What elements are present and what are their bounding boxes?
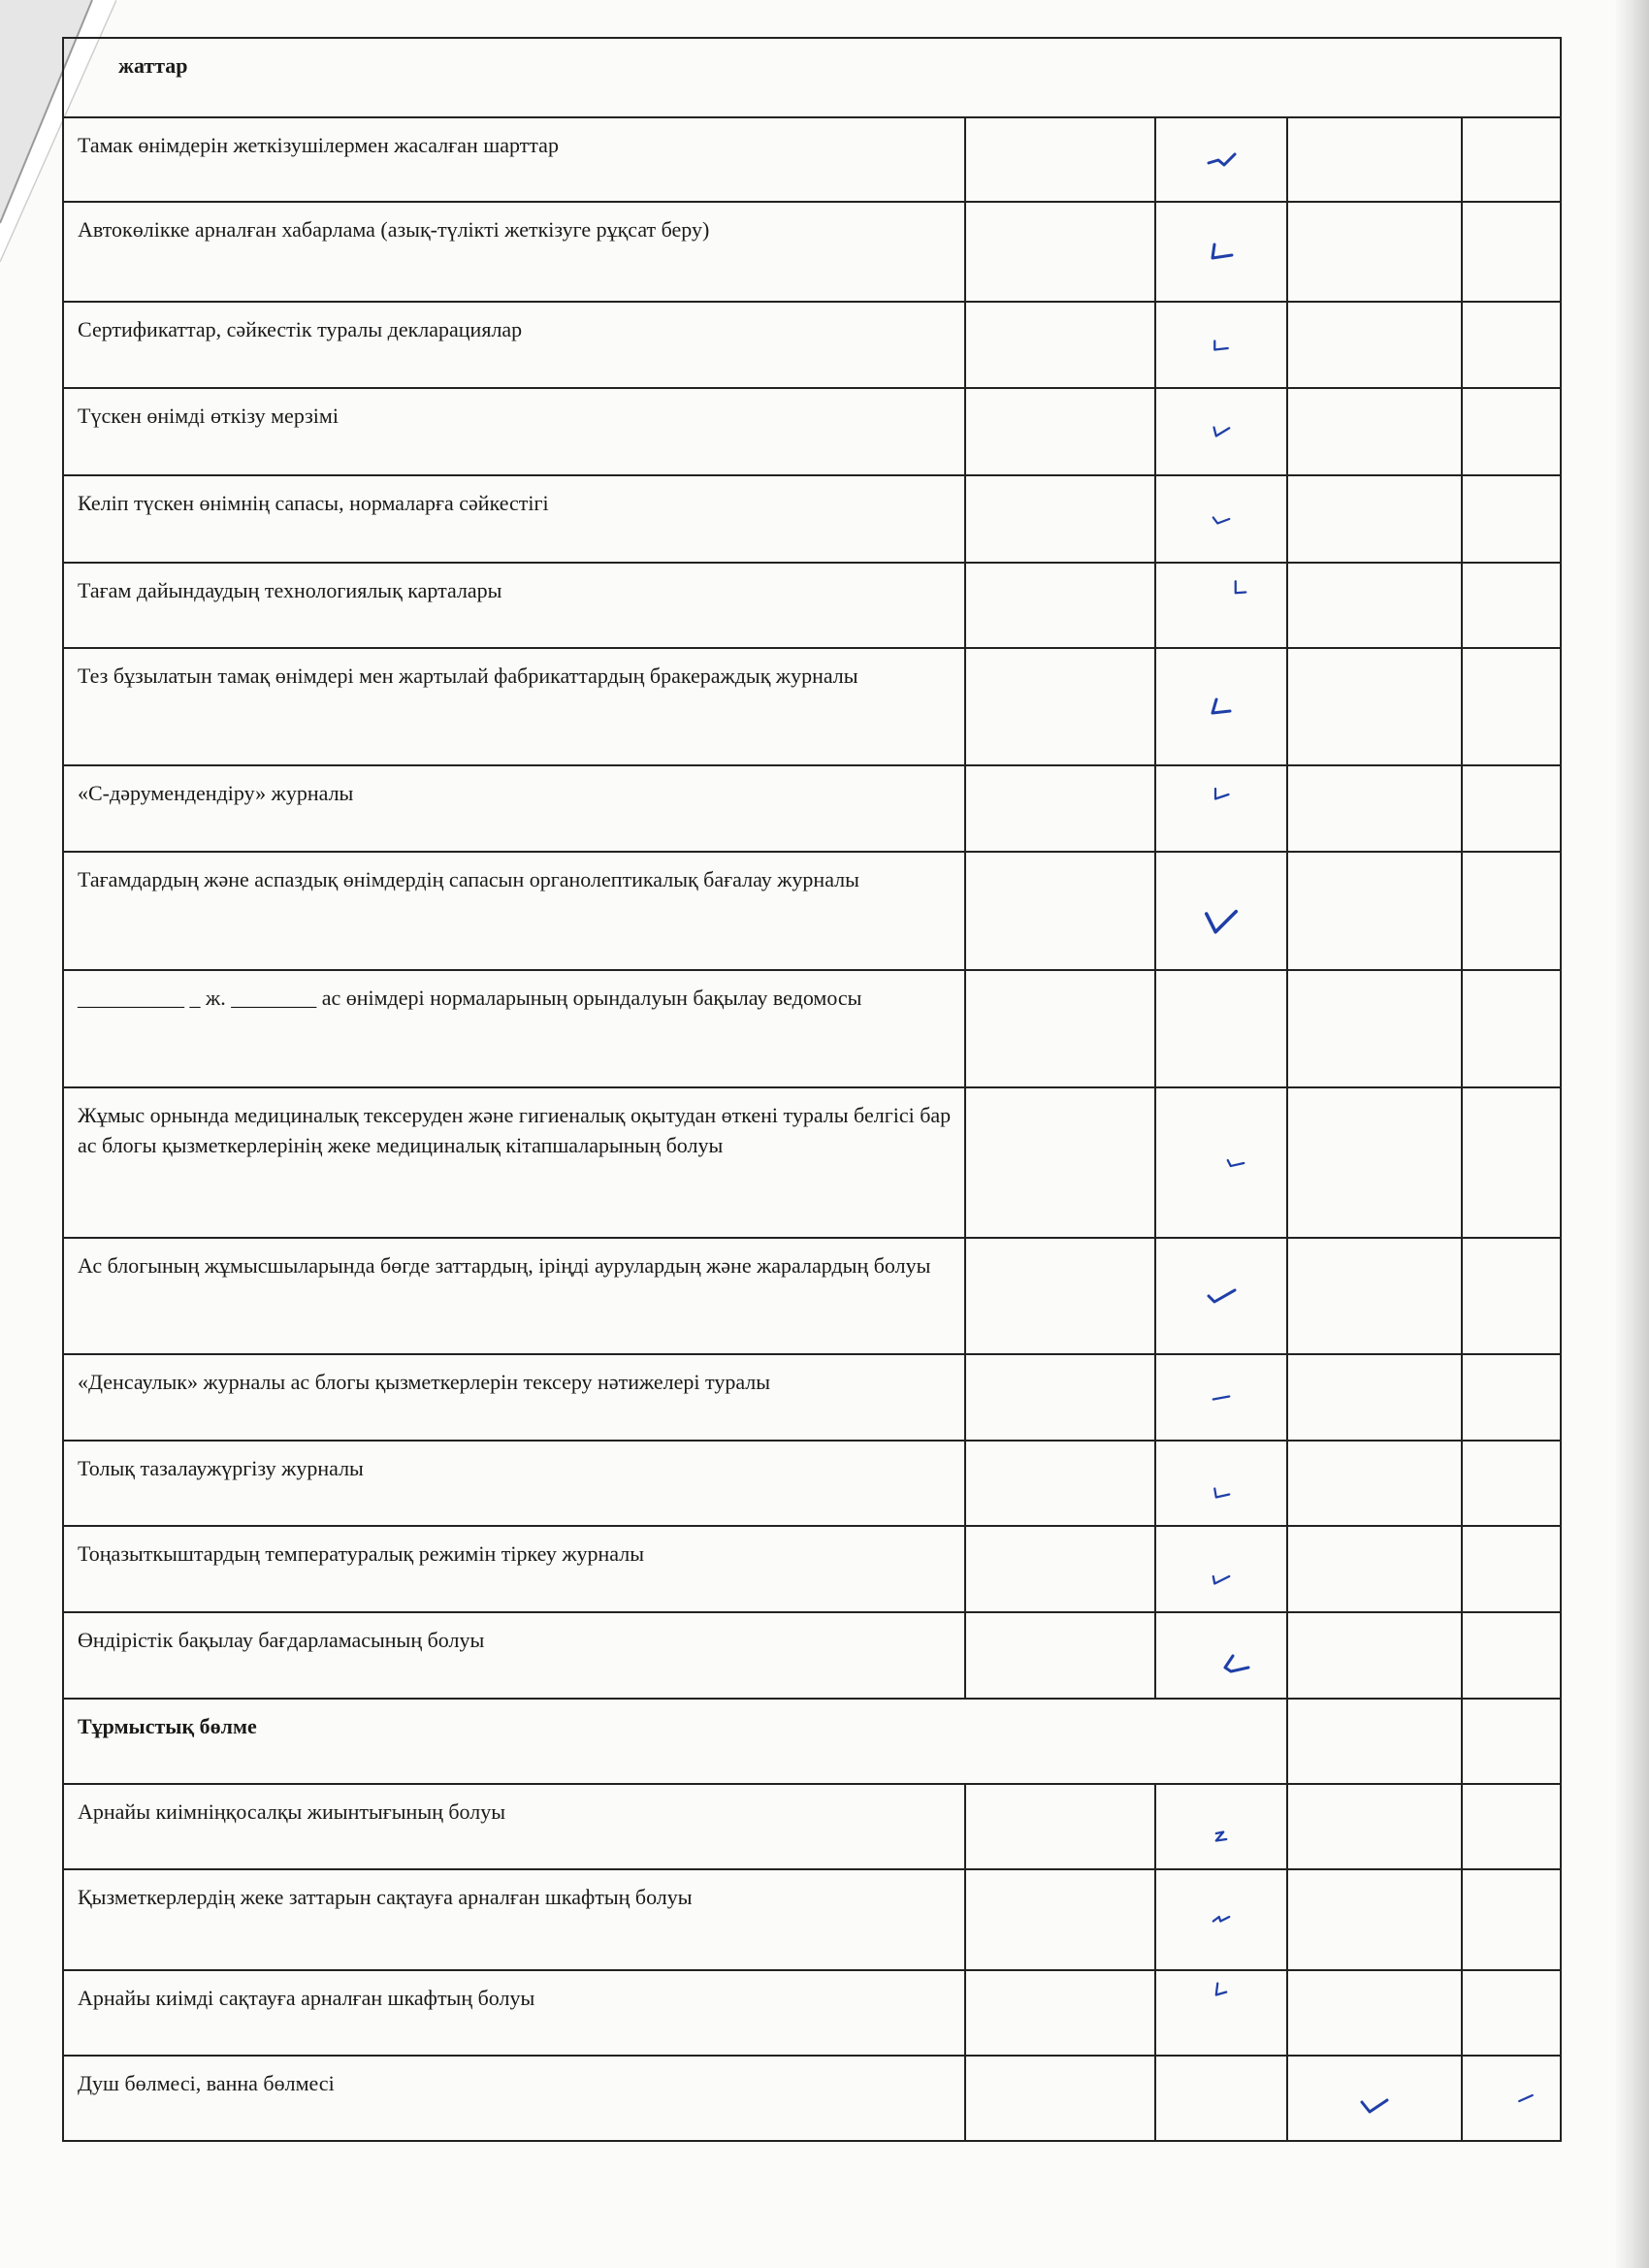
mark-cell [1155, 1869, 1287, 1970]
mark-cell [1287, 117, 1462, 202]
mark-cell [1155, 1354, 1287, 1441]
mark-cell [1287, 1699, 1462, 1784]
mark-cell [1155, 563, 1287, 648]
handwritten-check-icon [1156, 564, 1286, 647]
page-edge-shadow [1614, 0, 1649, 2268]
mark-cell [1287, 1784, 1462, 1869]
handwritten-check-icon [1156, 1239, 1286, 1353]
mark-cell [1155, 970, 1287, 1087]
row-text: Автокөлікке арналған хабарлама (азық-түлікті жеткізуге рұқсат беру) [63, 202, 965, 302]
section-title-documents: жаттар [63, 38, 1561, 117]
mark-cell [1462, 1087, 1561, 1238]
mark-cell [1462, 1526, 1561, 1612]
mark-cell [1287, 1238, 1462, 1354]
mark-cell [1155, 648, 1287, 765]
handwritten-check-icon [1156, 476, 1286, 562]
mark-cell [1287, 388, 1462, 475]
mark-cell [965, 648, 1155, 765]
mark-cell [1462, 1784, 1561, 1869]
mark-cell [1462, 765, 1561, 852]
mark-cell [1287, 1970, 1462, 2056]
handwritten-check-icon [1288, 2057, 1461, 2140]
mark-cell [1287, 475, 1462, 563]
mark-cell [965, 563, 1155, 648]
table-row [63, 1612, 1561, 1699]
mark-cell [1462, 302, 1561, 388]
mark-cell [1287, 765, 1462, 852]
handwritten-check-icon [1156, 1870, 1286, 1969]
table-row [63, 475, 1561, 563]
row-text: «Денсаулык» журналы ас блогы қызметкерлерін тексеру нәтижелері туралы [63, 1354, 965, 1441]
mark-cell [965, 388, 1155, 475]
checklist-table [62, 37, 1562, 2142]
row-text: Жұмыс орнында медициналық тексеруден және гигиеналық оқытудан өткені туралы белгісі бар ас блогы қызметкерлерінің жеке медициналық кітапшаларының болуы [63, 1087, 965, 1238]
mark-cell [1462, 202, 1561, 302]
mark-cell [1155, 1441, 1287, 1526]
mark-cell [1155, 1612, 1287, 1699]
handwritten-check-icon [1156, 1442, 1286, 1525]
row-text: Тамак өнімдерін жеткізушілермен жасалған шарттар [63, 117, 965, 202]
mark-cell [965, 475, 1155, 563]
mark-cell [1287, 648, 1462, 765]
mark-cell [1462, 563, 1561, 648]
row-text: Түскен өнімді өткізу мерзімі [63, 388, 965, 475]
mark-cell [1462, 970, 1561, 1087]
row-text: __________ _ ж. ________ ас өнімдері нормаларының орындалуын бақылау ведомосы [63, 970, 965, 1087]
mark-cell [965, 1441, 1155, 1526]
mark-cell [1462, 388, 1561, 475]
mark-cell [1462, 852, 1561, 970]
section-header-row [63, 1699, 1561, 1784]
mark-cell [965, 765, 1155, 852]
table-row [63, 563, 1561, 648]
table-row [63, 1441, 1561, 1526]
mark-cell [1287, 563, 1462, 648]
mark-cell [1287, 1441, 1462, 1526]
mark-cell [1287, 1869, 1462, 1970]
row-text: Өндірістік бақылау бағдарламасының болуы [63, 1612, 965, 1699]
mark-cell [1155, 1970, 1287, 2056]
handwritten-check-icon [1156, 203, 1286, 301]
row-text: Тағам дайындаудың технологиялық карталары [63, 563, 965, 648]
handwritten-check-icon [1156, 1088, 1286, 1237]
mark-cell [1462, 475, 1561, 563]
handwritten-check-icon [1156, 649, 1286, 764]
handwritten-check-icon [1463, 2057, 1560, 2140]
handwritten-check-icon [1156, 303, 1286, 387]
mark-cell [1155, 1526, 1287, 1612]
table-row [63, 1869, 1561, 1970]
row-text: Қызметкерлердің жеке заттарын сақтауға арналған шкафтың болуы [63, 1869, 965, 1970]
mark-cell [965, 1354, 1155, 1441]
row-text: Арнайы киімніңқосалқы жиынтығының болуы [63, 1784, 965, 1869]
mark-cell [1155, 388, 1287, 475]
table-row [63, 302, 1561, 388]
mark-cell [965, 1612, 1155, 1699]
mark-cell [965, 117, 1155, 202]
handwritten-check-icon [1156, 1971, 1286, 2055]
mark-cell [1287, 852, 1462, 970]
mark-cell [1462, 1441, 1561, 1526]
mark-cell [1155, 852, 1287, 970]
row-text: Толық тазалаужүргізу журналы [63, 1441, 965, 1526]
table-row [63, 1970, 1561, 2056]
handwritten-check-icon [1156, 853, 1286, 969]
row-text: Келіп түскен өнімнің сапасы, нормаларға сәйкестігі [63, 475, 965, 563]
table-row [63, 388, 1561, 475]
row-text: Ас блогының жұмысшыларында бөгде заттардың, іріңді аурулардың және жаралардың болуы [63, 1238, 965, 1354]
mark-cell [1287, 1526, 1462, 1612]
mark-cell [1155, 202, 1287, 302]
mark-cell [1155, 2056, 1287, 2141]
mark-cell [1155, 1784, 1287, 1869]
handwritten-check-icon [1156, 118, 1286, 201]
table-row [63, 648, 1561, 765]
table-row [63, 117, 1561, 202]
row-text: Тез бұзылатын тамақ өнімдері мен жартылай фабрикаттардың бракераждық журналы [63, 648, 965, 765]
mark-cell [1462, 1699, 1561, 1784]
mark-cell [1462, 2056, 1561, 2141]
mark-cell [965, 302, 1155, 388]
mark-cell [1287, 1354, 1462, 1441]
row-text: Тағамдардың және аспаздық өнімдердің сапасын органолептикалық бағалау журналы [63, 852, 965, 970]
mark-cell [1287, 2056, 1462, 2141]
row-text: Тоңазыткыштардың температуралық режимін тіркеу журналы [63, 1526, 965, 1612]
table-row [63, 1087, 1561, 1238]
handwritten-check-icon [1156, 766, 1286, 851]
table-row [63, 1784, 1561, 1869]
handwritten-check-icon [1156, 1355, 1286, 1440]
section-header-row [63, 38, 1561, 117]
row-text: «С-дәрумендендіру» журналы [63, 765, 965, 852]
mark-cell [1462, 1238, 1561, 1354]
mark-cell [1155, 475, 1287, 563]
table-row [63, 2056, 1561, 2141]
row-text: Арнайы киімді сақтауға арналған шкафтың болуы [63, 1970, 965, 2056]
mark-cell [1287, 1087, 1462, 1238]
handwritten-check-icon [1156, 1527, 1286, 1611]
mark-cell [1155, 117, 1287, 202]
mark-cell [1155, 765, 1287, 852]
mark-cell [1462, 117, 1561, 202]
handwritten-check-icon [1156, 389, 1286, 474]
mark-cell [965, 1970, 1155, 2056]
mark-cell [965, 970, 1155, 1087]
mark-cell [965, 1526, 1155, 1612]
mark-cell [1155, 302, 1287, 388]
mark-cell [965, 1087, 1155, 1238]
mark-cell [1462, 1970, 1561, 2056]
handwritten-check-icon [1156, 1785, 1286, 1868]
mark-cell [1287, 970, 1462, 1087]
table-row [63, 1526, 1561, 1612]
row-text: Сертификаттар, сәйкестік туралы декларациялар [63, 302, 965, 388]
mark-cell [965, 1784, 1155, 1869]
mark-cell [1155, 1087, 1287, 1238]
mark-cell [1155, 1238, 1287, 1354]
row-text: Душ бөлмесі, ванна бөлмесі [63, 2056, 965, 2141]
table-row [63, 202, 1561, 302]
section-title-household-room: Тұрмыстық бөлме [63, 1699, 1287, 1784]
mark-cell [965, 1869, 1155, 1970]
mark-cell [965, 1238, 1155, 1354]
table-row [63, 970, 1561, 1087]
mark-cell [1462, 648, 1561, 765]
table-row [63, 1238, 1561, 1354]
table-row [63, 852, 1561, 970]
mark-cell [1287, 302, 1462, 388]
table-row [63, 765, 1561, 852]
mark-cell [965, 2056, 1155, 2141]
mark-cell [1287, 1612, 1462, 1699]
table-row [63, 1354, 1561, 1441]
mark-cell [965, 202, 1155, 302]
mark-cell [965, 852, 1155, 970]
mark-cell [1462, 1354, 1561, 1441]
mark-cell [1462, 1869, 1561, 1970]
mark-cell [1287, 202, 1462, 302]
mark-cell [1462, 1612, 1561, 1699]
handwritten-check-icon [1156, 1613, 1286, 1698]
